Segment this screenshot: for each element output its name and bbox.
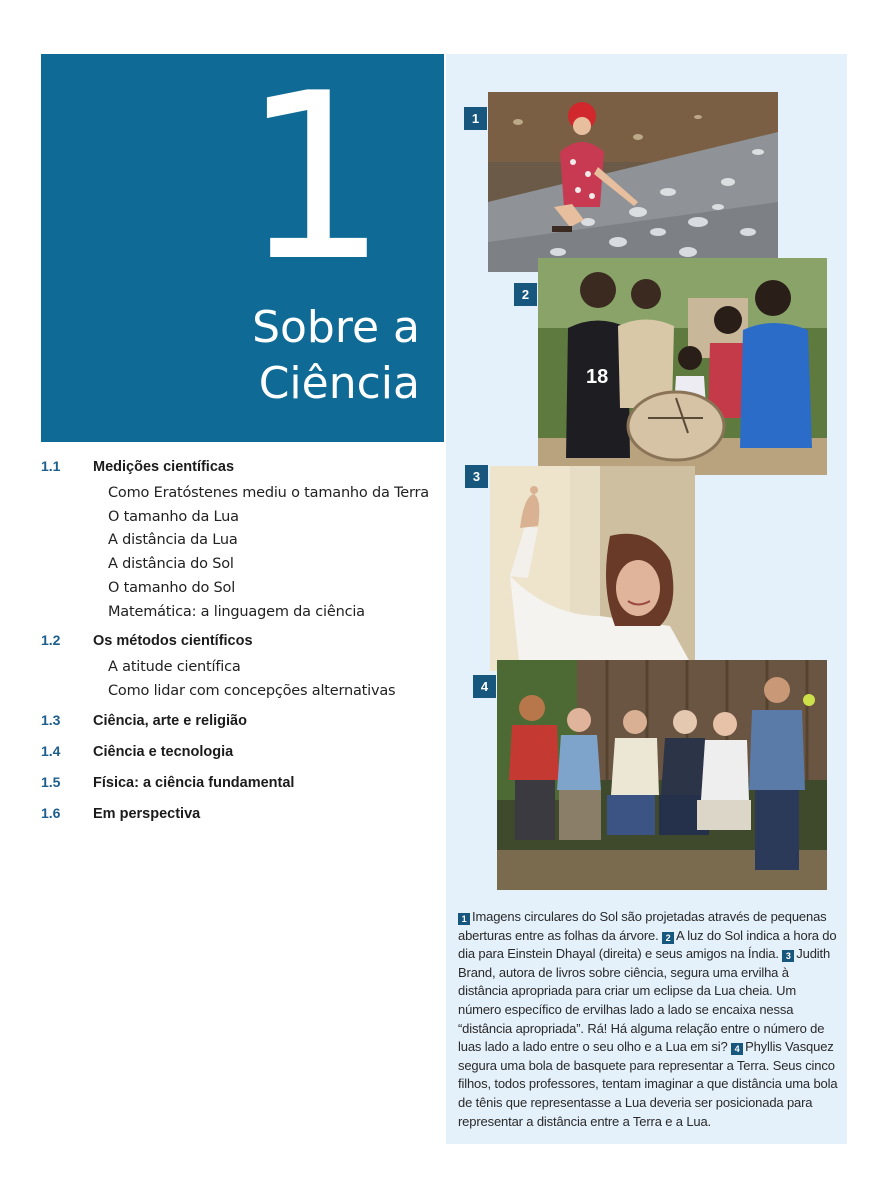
caption-text-2: A luz do Sol indica a hora do dia para Einstein Dhayal (direita) e seus amigos na Índia. [458,927,837,962]
svg-text:18: 18 [586,366,609,388]
photo-4-badge: 4 [473,675,496,698]
toc-section-1-5 [41,774,441,797]
toc-number: 1.5 [41,773,61,790]
photo-3-image [490,466,695,671]
photo-1-image [488,92,778,272]
caption-text-1: Imagens circulares do Sol são projetadas através de pequenas aberturas entre as folhas da árvore. [458,909,827,943]
toc-number: 1.3 [41,711,61,728]
toc-title[interactable]: Os métodos científicos [93,633,253,650]
toc-number: 1.6 [41,804,61,821]
toc-subitem[interactable]: Matemática: a linguagem da ciência [108,603,365,620]
toc-section-1-1 [41,458,441,624]
toc-title[interactable]: Em perspectiva [93,805,201,822]
toc-section-1-3 [41,712,441,735]
chapter-title-line1: Sobre a [252,302,420,353]
photo-2-sundial [538,258,827,475]
toc-section-1-6 [41,805,441,828]
caption-badge: 2 [662,932,674,944]
photo-2-image [538,258,827,475]
photo-caption [458,908,838,1131]
toc-subitem[interactable]: Como Eratóstenes mediu o tamanho da Terra [108,485,429,501]
photo-1-sun-images [488,92,778,272]
photo-1-badge: 1 [464,107,487,130]
toc-subitem[interactable]: A distância do Sol [108,556,234,573]
caption-badge: 1 [458,913,470,925]
caption-badge: 4 [731,1043,743,1055]
chapter-header [41,45,444,442]
chapter-title [252,300,420,412]
toc-number: 1.1 [41,458,61,474]
toc-subitem[interactable]: Como lidar com concepções alternativas [108,682,396,699]
toc-title[interactable]: Medições científicas [93,459,235,475]
toc-subitem[interactable]: A distância da Lua [108,532,238,549]
caption-text-3: Judith Brand, autora de livros sobre ciência, segura uma ervilha à distância apropriada para criar um eclipse da Lua cheia. Um número específico de ervilhas lado a lado se encaixa nessa “distância apropriada”. Rá! Há alguma relação entre o número de luas lado a lado entre o seu olho e a Lua em si? [458,946,831,1055]
photo-2-badge: 2 [514,283,537,306]
toc-subitem[interactable]: O tamanho da Lua [108,508,239,525]
toc-number: 1.4 [41,742,61,759]
toc-title[interactable]: Ciência, arte e religião [93,712,247,729]
toc-subitem[interactable]: A atitude científica [108,659,241,676]
photo-4-image [497,660,827,890]
table-of-contents [41,458,441,836]
photo-4-group [497,660,827,890]
toc-section-1-2 [41,632,441,703]
photo-3-pea [490,466,695,671]
chapter-title-line2: Ciência [258,358,420,409]
toc-title[interactable]: Física: a ciência fundamental [93,774,295,791]
caption-badge: 3 [782,950,794,962]
toc-title[interactable]: Ciência e tecnologia [93,743,234,760]
toc-number: 1.2 [41,632,61,649]
chapter-number: 1 [241,45,382,312]
photo-3-badge: 3 [465,465,488,488]
caption-text-4: Phyllis Vasquez segura uma bola de basquete para representar a Terra. Seus cinco filhos, todos professores, tentam imaginar a que distância uma bola de tênis que representasse a Lua deveria ser posicionada para representar a distância entre a Terra e a Lua. [458,1039,838,1129]
toc-section-1-4 [41,743,441,766]
toc-subitem[interactable]: O tamanho do Sol [108,579,236,596]
